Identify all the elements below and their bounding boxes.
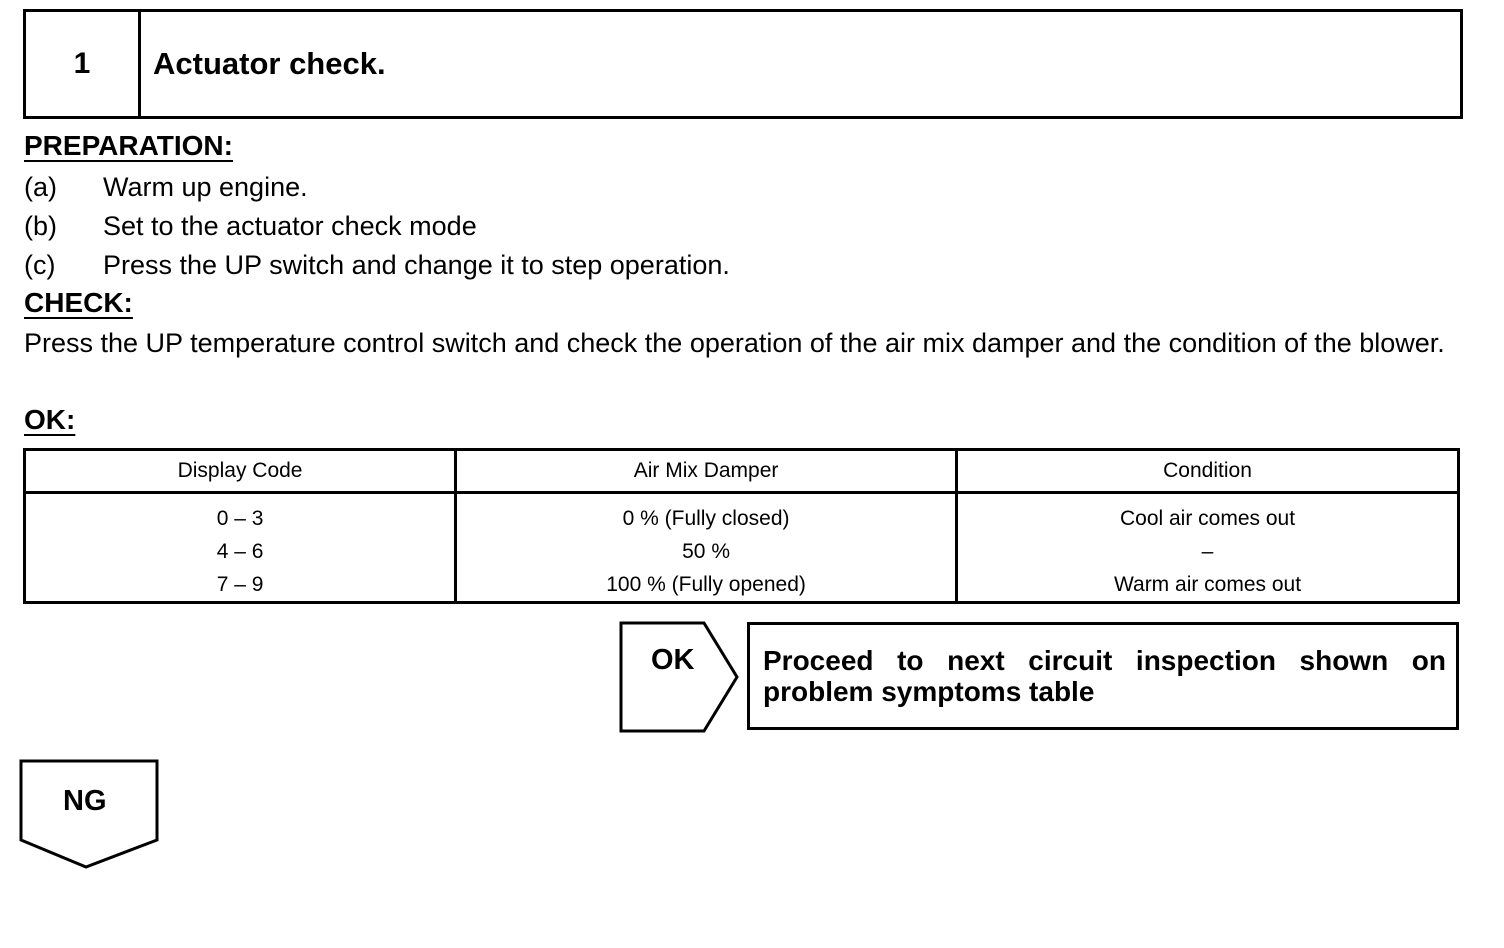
item-marker: (b) <box>24 211 57 241</box>
item-text: Warm up engine. <box>103 172 308 202</box>
table-cell: Cool air comes out <box>957 493 1459 536</box>
preparation-heading: PREPARATION: <box>24 130 233 161</box>
table-cell: – <box>957 535 1459 568</box>
preparation-item <box>24 171 308 203</box>
table-row <box>25 535 1459 568</box>
table-cell: 0 – 3 <box>25 493 456 536</box>
table-row <box>25 568 1459 603</box>
check-text: Press the UP temperature control switch and check the operation of the air mix damper and the condition of the blower. <box>24 328 1445 358</box>
check-heading: CHECK: <box>24 287 133 318</box>
table-cell: Warm air comes out <box>957 568 1459 603</box>
ok-heading: OK: <box>24 404 76 435</box>
preparation-item <box>24 210 477 242</box>
ng-label: NG <box>63 785 107 817</box>
item-marker: (c) <box>24 250 56 280</box>
item-marker: (a) <box>24 172 57 202</box>
table-cell: 100 % (Fully opened) <box>456 568 957 603</box>
ok-table <box>23 448 1460 604</box>
ok-arrow-shape <box>618 620 744 734</box>
table-header-row <box>25 450 1459 493</box>
table-header-cell: Display Code <box>25 450 456 493</box>
table-cell: 50 % <box>456 535 957 568</box>
ok-label: OK <box>651 644 695 676</box>
item-text: Set to the actuator check mode <box>103 211 477 241</box>
table-header-cell: Air Mix Damper <box>456 450 957 493</box>
step-header <box>23 9 1463 119</box>
item-text: Press the UP switch and change it to step operation. <box>103 250 730 280</box>
table-cell: 7 – 9 <box>25 568 456 603</box>
step-number: 1 <box>26 12 141 116</box>
ok-result-text: Proceed to next circuit inspection shown on problem symptoms table <box>763 645 1446 707</box>
ok-result-box <box>747 622 1459 730</box>
table-cell: 4 – 6 <box>25 535 456 568</box>
step-title: Actuator check. <box>153 46 386 81</box>
preparation-item <box>24 249 730 281</box>
table-row <box>25 493 1459 536</box>
table-cell: 0 % (Fully closed) <box>456 493 957 536</box>
table-header-cell: Condition <box>957 450 1459 493</box>
